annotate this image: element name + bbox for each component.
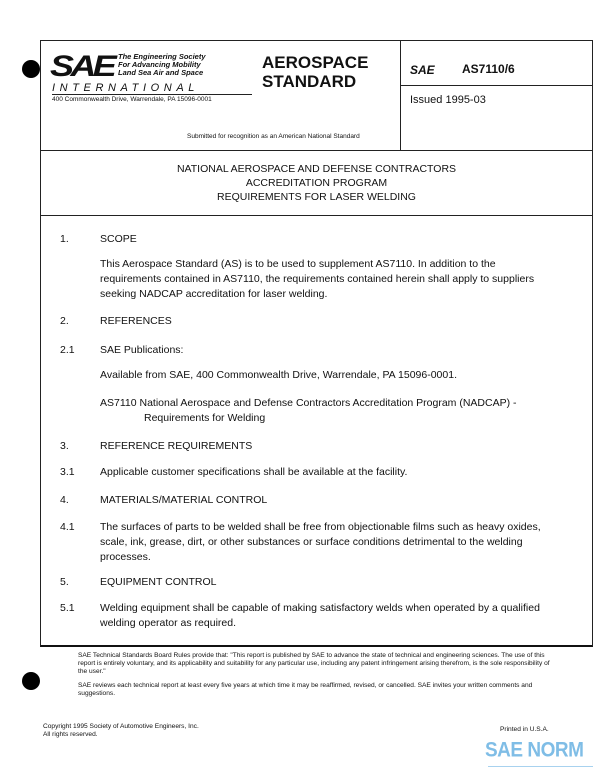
rights-line: All rights reserved. <box>43 730 98 738</box>
paragraph: Available from SAE, 400 Commonwealth Drive, Warrendale, PA 15096-0001. <box>100 369 457 381</box>
copyright <box>43 723 199 738</box>
section-heading: MATERIALS/MATERIAL CONTROL <box>100 494 268 506</box>
section-number: 5. <box>60 576 69 588</box>
tagline: Land Sea Air and Space <box>118 68 204 77</box>
divider <box>40 150 593 151</box>
tagline: For Advancing Mobility <box>118 60 201 69</box>
paragraph: Applicable customer specifications shall be available at the facility. <box>100 466 408 478</box>
watermark-logo: SAE NORM <box>485 738 584 762</box>
doc-title: NATIONAL AEROSPACE AND DEFENSE CONTRACTORS <box>176 163 457 175</box>
sae-logo: SAE <box>50 50 114 83</box>
section-number: 1. <box>60 233 69 245</box>
printed-in: Printed in U.S.A. <box>500 726 549 733</box>
divider <box>40 215 593 216</box>
footer-rules: SAE Technical Standards Board Rules provide that: "This report is published by SAE to advance the state of technical and engineering sciences. The use of this report is entirely voluntary, and its applicability and suitability for any particular use, including any patent infringement arising therefrom, is the sole responsibility of the user." <box>78 652 550 675</box>
section-number: 4.1 <box>60 521 75 533</box>
doc-type-line: AEROSPACE <box>262 53 369 72</box>
paragraph: SAE Publications: <box>100 344 184 356</box>
issued-date: Issued 1995-03 <box>410 94 486 106</box>
punch-hole <box>22 672 40 690</box>
paragraph: This Aerospace Standard (AS) is to be used to supplement AS7110. In addition to the requirements contained in AS7110, the requirements contained herein shall apply to suppliers seeking NADCAP accreditation for laser welding. <box>100 258 535 300</box>
section-heading: REFERENCES <box>100 315 172 327</box>
tagline: The Engineering Society <box>118 52 206 61</box>
doc-type <box>262 53 368 91</box>
section-number: 5.1 <box>60 602 75 614</box>
section-number: 4. <box>60 494 69 506</box>
section-number: 3.1 <box>60 466 75 478</box>
footer-review: SAE reviews each technical report at least every five years at which time it may be reaffirmed, revised, or cancelled. SAE invites your written comments and suggestions. <box>78 682 533 697</box>
sae-mark: SAE <box>410 63 435 77</box>
punch-hole <box>22 60 40 78</box>
international-label: INTERNATIONAL <box>52 82 252 95</box>
address: 400 Commonwealth Drive, Warrendale, PA 15096-0001 <box>52 96 212 103</box>
paragraph: The surfaces of parts to be welded shall be free from objectionable films such as heavy oxides, scale, ink, grease, dirt, or other substances or surface conditions detrimental to the welding processes. <box>100 521 541 563</box>
doc-title: ACCREDITATION PROGRAM <box>245 177 388 189</box>
submitted-note: Submitted for recognition as an American National Standard <box>187 133 360 140</box>
section-number: 2.1 <box>60 344 75 356</box>
divider <box>400 40 401 150</box>
doc-type-line: STANDARD <box>262 72 357 91</box>
divider <box>400 85 593 86</box>
paragraph: Welding equipment shall be capable of making satisfactory welds when operated by a qualified welding operator as required. <box>100 602 540 629</box>
doc-title: REQUIREMENTS FOR LASER WELDING <box>217 191 416 203</box>
section-heading: REFERENCE REQUIREMENTS <box>100 440 253 452</box>
reference-entry: AS7110 National Aerospace and Defense Contractors Accreditation Program (NADCAP) - Requirements for Welding <box>100 397 517 424</box>
watermark-line <box>488 766 593 767</box>
copyright-line: Copyright 1995 Society of Automotive Engineers, Inc. <box>43 723 199 730</box>
doc-number: AS7110/6 <box>462 62 515 76</box>
section-number: 3. <box>60 440 69 452</box>
section-heading: EQUIPMENT CONTROL <box>100 576 217 588</box>
section-heading: SCOPE <box>100 233 137 245</box>
section-number: 2. <box>60 315 69 327</box>
